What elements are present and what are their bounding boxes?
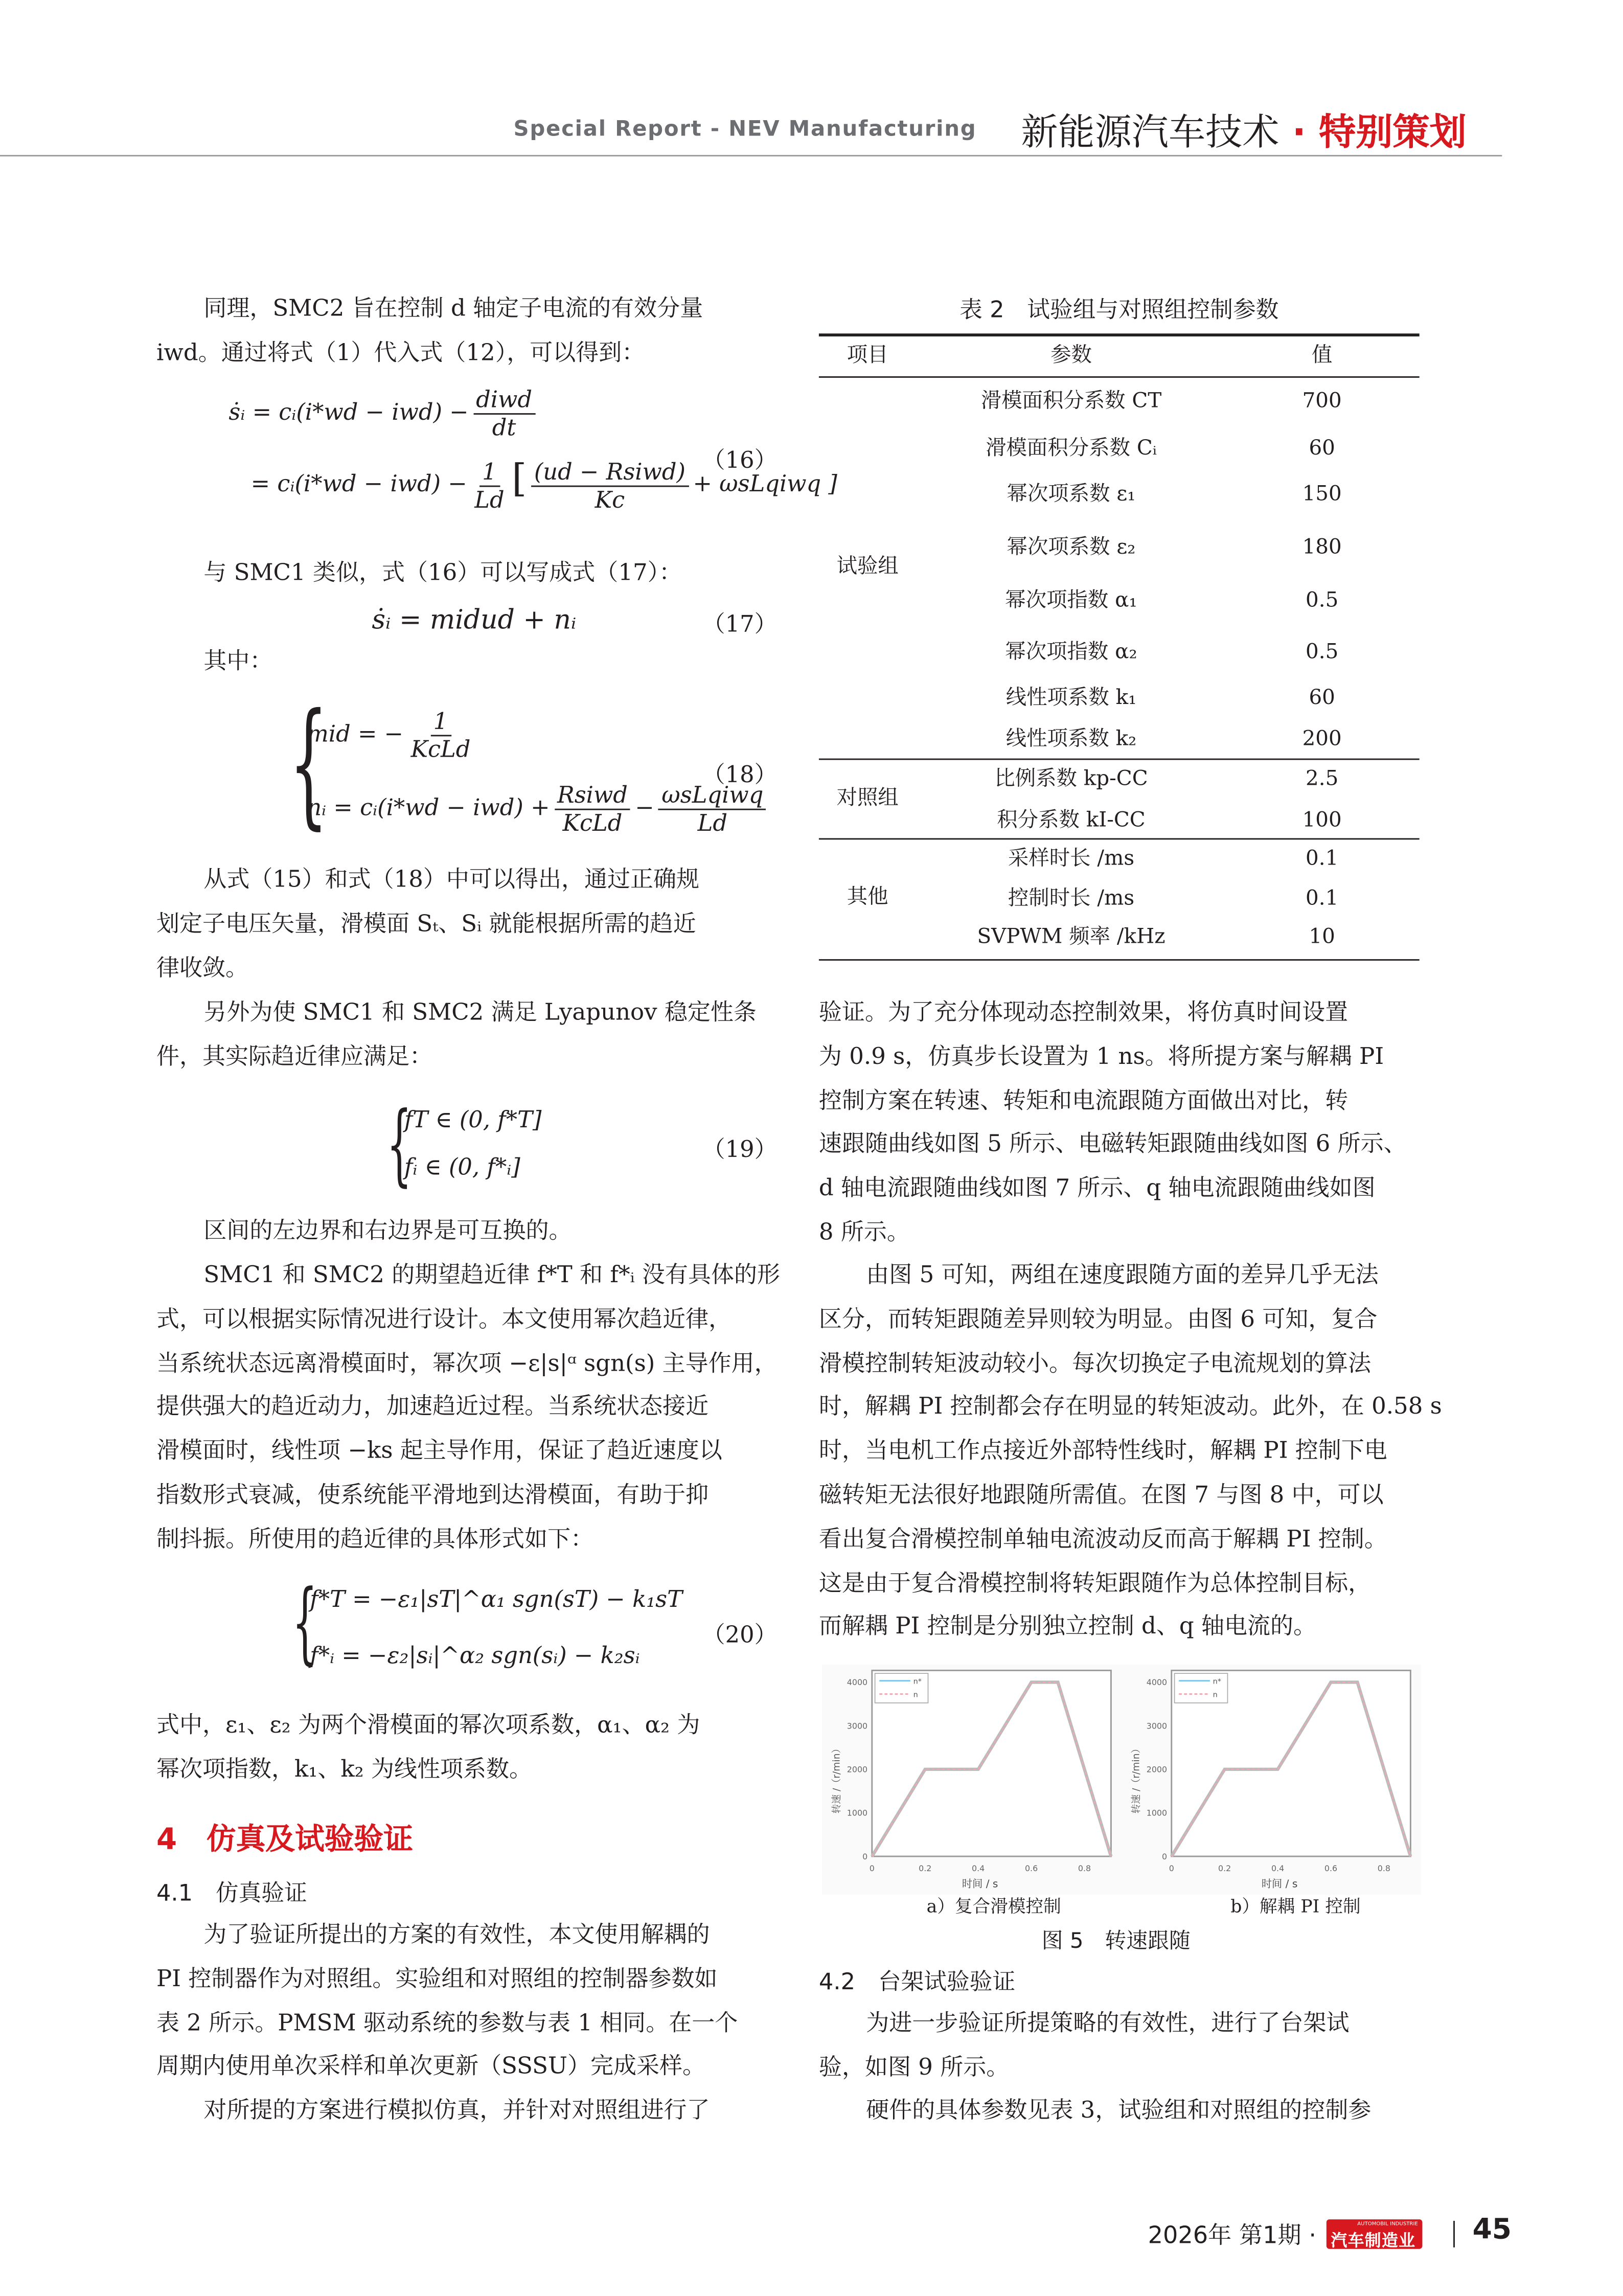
header-title <box>1021 103 1467 156</box>
table-cell-value: 0.5 <box>1306 588 1339 612</box>
table-cell-value: 180 <box>1302 535 1342 559</box>
section-heading-4: 4 仿真及试验验证 <box>156 1821 413 1857</box>
text-line: 滑模面时，线性项 −ks 起主导作用，保证了趋近速度以 <box>156 1437 722 1464</box>
text-line: 滑模控制转矩波动较小。每次切换定子电流规划的算法 <box>818 1349 1371 1376</box>
text-line: 看出复合滑模控制单轴电流波动反而高于解耦 PI 控制。 <box>818 1525 1387 1552</box>
numerator: Rsiwd <box>554 782 630 810</box>
table-cell-param: 采样时长 /ms <box>1008 847 1135 871</box>
page-number: 45 <box>1472 2213 1512 2246</box>
numerator: ωsLqiwq <box>659 782 767 810</box>
x-axis-label: 时间 / s <box>1261 1877 1298 1890</box>
legend-label: n* <box>1213 1677 1221 1686</box>
x-axis-label: 时间 / s <box>962 1877 998 1890</box>
text-line: 式，可以根据实际情况进行设计。本文使用幂次趋近律， <box>156 1305 732 1332</box>
text-line: 从式（15）和式（18）中可以得出，通过正确规 <box>203 866 700 893</box>
table-cell-value: 60 <box>1309 437 1335 461</box>
header-title-cn: 新能源汽车技术 <box>1021 110 1279 154</box>
table-cell-param: SVPWM 频率 /kHz <box>977 925 1165 949</box>
table-title: 表 2 试验组与对照组控制参数 <box>959 297 1279 324</box>
y-tick-label: 3000 <box>847 1721 868 1731</box>
text-line: 时，当电机工作点接近外部特性线时，解耦 PI 控制下电 <box>818 1437 1387 1464</box>
equation-number: （19） <box>702 1136 778 1163</box>
figure-caption-b: b）解耦 PI 控制 <box>1230 1896 1361 1917</box>
brace-icon: { <box>289 685 328 843</box>
x-tick-label: 0 <box>1169 1863 1174 1873</box>
table-cell-value: 0.1 <box>1306 847 1339 871</box>
table-cell-value: 700 <box>1302 389 1342 414</box>
text-line: 当系统状态远离滑模面时，幂次项 −ε|s|ᵅ sgn(s) 主导作用， <box>156 1349 778 1376</box>
numerator: diwd <box>473 387 535 415</box>
table-cell-value: 200 <box>1302 727 1342 752</box>
denominator: KcLd <box>562 810 623 837</box>
y-tick-label: 0 <box>1162 1851 1168 1861</box>
denominator: Ld <box>474 486 505 513</box>
y-tick-label: 0 <box>862 1851 868 1861</box>
equation-20-line-1: f*T = −ε₁|sT|^α₁ sgn(sT) − k₁sT <box>310 1586 682 1613</box>
table-cell-value: 10 <box>1309 925 1335 949</box>
eq-text: − <box>635 794 654 822</box>
text-line: 磁转矩无法很好地跟随所需值。在图 7 与图 8 中，可以 <box>818 1481 1384 1508</box>
table-cell-param: 线性项系数 k₂ <box>1005 727 1137 752</box>
text-line: 速跟随曲线如图 5 所示、电磁转矩跟随曲线如图 6 所示、 <box>818 1131 1407 1158</box>
table-cell-value: 0.1 <box>1306 886 1339 911</box>
denominator: Kc <box>595 486 625 513</box>
fraction <box>531 458 689 513</box>
denominator: KcLd <box>410 736 471 763</box>
text-line: 区分，而转矩跟随差异则较为明显。由图 6 可知，复合 <box>818 1305 1378 1332</box>
equation-number: （18） <box>702 761 778 788</box>
table-group-rule <box>819 759 1420 760</box>
table-cell-param: 线性项系数 k₁ <box>1005 686 1137 710</box>
x-tick-label: 0.2 <box>919 1863 932 1873</box>
table-header-value: 值 <box>1311 344 1333 368</box>
text-line: 控制方案在转速、转矩和电流跟随方面做出对比，转 <box>818 1087 1348 1114</box>
text-line: 表 2 所示。PMSM 驱动系统的参数与表 1 相同。在一个 <box>156 2009 738 2036</box>
text-line: 对所提的方案进行模拟仿真，并针对对照组进行了 <box>203 2097 710 2124</box>
subsection-heading-4-2: 4.2 台架试验验证 <box>818 1968 1016 1995</box>
table-cell-param: 幂次项系数 ε₁ <box>1007 482 1136 507</box>
table-cell-param: 幂次项指数 α₂ <box>1005 640 1137 664</box>
text-line: 8 所示。 <box>818 1219 910 1246</box>
equation-number: （20） <box>702 1622 778 1649</box>
table-cell-param: 滑模面积分系数 Cᵢ <box>986 437 1157 461</box>
text-line: 区间的左边界和右边界是可互换的。 <box>203 1217 572 1244</box>
eq-text: nᵢ = cᵢ(i*wd − iwd) + <box>307 794 550 822</box>
legend-label: n <box>913 1691 918 1699</box>
eq-bracket: [ <box>512 457 527 502</box>
numerator: (ud − Rsiwd) <box>531 458 689 486</box>
text-line: 另外为使 SMC1 和 SMC2 满足 Lyapunov 稳定性条 <box>203 999 757 1026</box>
x-tick-label: 0.4 <box>1271 1863 1285 1873</box>
y-tick-label: 1000 <box>1146 1808 1168 1818</box>
text-line: 其中： <box>203 648 273 675</box>
x-tick-label: 0 <box>869 1863 875 1873</box>
header-dot: · <box>1279 110 1319 154</box>
table-group-rule <box>819 838 1420 839</box>
table-cell-param: 幂次项指数 α₁ <box>1005 588 1137 612</box>
text-line: iwd。通过将式（1）代入式（12），可以得到： <box>156 339 645 366</box>
numerator: 1 <box>430 708 451 736</box>
eq-text: + ωsLqiwq ] <box>693 470 837 497</box>
table-bottom-rule <box>819 959 1420 961</box>
text-line: 而解耦 PI 控制是分别独立控制 d、q 轴电流的。 <box>818 1613 1317 1640</box>
x-tick-label: 0.4 <box>972 1863 985 1873</box>
y-tick-label: 4000 <box>847 1677 868 1688</box>
header-divider <box>0 155 1502 156</box>
fraction <box>408 708 473 763</box>
logo-en: AUTOMOBIL INDUSTRIE <box>1357 2220 1418 2227</box>
text-line: 为了验证所提出的方案的有效性，本文使用解耦的 <box>203 1921 710 1948</box>
y-tick-label: 3000 <box>1146 1721 1168 1731</box>
table-cell-param: 滑模面积分系数 CT <box>980 389 1162 414</box>
x-tick-label: 0.6 <box>1324 1863 1338 1873</box>
equation-20-line-2: f*ᵢ = −ε₂|sᵢ|^α₂ sgn(sᵢ) − k₂sᵢ <box>310 1642 640 1669</box>
table-group-label: 试验组 <box>836 555 899 579</box>
equation-16-line-1 <box>228 387 539 441</box>
text-line: 制抖振。所使用的趋近律的具体形式如下： <box>156 1525 594 1552</box>
denominator: dt <box>492 415 516 442</box>
footer-divider <box>1453 2221 1455 2247</box>
table-top-rule <box>819 333 1420 336</box>
text-line: 为 0.9 s，仿真步长设置为 1 ns。将所提方案与解耦 PI <box>818 1043 1384 1070</box>
header-section-en: Special Report - NEV Manufacturing <box>513 118 977 142</box>
y-axis-label: 转速 /（r/min） <box>1131 1743 1142 1814</box>
legend-label: n* <box>913 1677 922 1686</box>
fraction <box>472 458 508 513</box>
x-tick-label: 0.6 <box>1024 1863 1038 1873</box>
text-line: 为进一步验证所提策略的有效性，进行了台架试 <box>866 2010 1350 2037</box>
y-axis-label: 转速 /（r/min） <box>831 1743 842 1814</box>
table-header-item: 项目 <box>847 344 888 368</box>
text-line: 验证。为了充分体现动态控制效果，将仿真时间设置 <box>818 999 1348 1026</box>
denominator: Ld <box>697 810 728 837</box>
figure-title: 图 5 转速跟随 <box>1041 1930 1191 1954</box>
text-line: 律收敛。 <box>156 954 249 981</box>
text-line: 同理，SMC2 旨在控制 d 轴定子电流的有效分量 <box>203 295 703 322</box>
text-line: 提供强大的趋近动力，加速趋近过程。当系统状态接近 <box>156 1393 709 1420</box>
footer-issue: 2026年 第1期 · <box>1148 2220 1317 2249</box>
x-tick-label: 0.2 <box>1218 1863 1231 1873</box>
text-line: 验，如图 9 所示。 <box>818 2054 1010 2081</box>
eq-text: ṡᵢ = cᵢ(i*wd − iwd) − <box>228 399 469 426</box>
x-tick-label: 0.8 <box>1078 1863 1091 1873</box>
equation-19-line-2: fᵢ ∈ (0, f*ᵢ] <box>404 1154 520 1181</box>
eq-text: mid = − <box>307 720 404 747</box>
text-line: 周期内使用单次采样和单次更新（SSSU）完成采样。 <box>156 2053 706 2080</box>
text-line: 划定子电压矢量，滑模面 Sₜ、Sᵢ 就能根据所需的趋近 <box>156 910 696 937</box>
brace-icon: { <box>292 1571 318 1675</box>
table-cell-param: 控制时长 /ms <box>1008 886 1135 911</box>
text-line: 由图 5 可知，两组在速度跟随方面的差异几乎无法 <box>866 1261 1379 1288</box>
figure-5-charts <box>819 1665 1424 1901</box>
table-cell-value: 2.5 <box>1306 767 1339 791</box>
x-tick-label: 0.8 <box>1377 1863 1391 1873</box>
subsection-heading-4-1: 4.1 仿真验证 <box>156 1880 307 1907</box>
equation-number: （16） <box>702 447 778 474</box>
equation-18-line-2 <box>307 782 770 837</box>
header-title-red: 特别策划 <box>1319 110 1467 154</box>
table-cell-value: 150 <box>1302 482 1342 507</box>
figure-caption-a: a）复合滑模控制 <box>926 1896 1061 1917</box>
text-line: 时，解耦 PI 控制都会存在明显的转矩波动。此外，在 0.58 s <box>818 1393 1442 1420</box>
table-cell-param: 幂次项系数 ε₂ <box>1007 535 1136 559</box>
magazine-logo <box>1327 2219 1423 2249</box>
logo-cn: 汽车制造业 <box>1331 2231 1416 2250</box>
equation-17: ṡᵢ = midud + nᵢ <box>372 605 577 636</box>
text-line: 幂次项指数，k₁、k₂ 为线性项系数。 <box>156 1756 533 1783</box>
table-group-label: 其他 <box>847 885 888 909</box>
text-line: 式中，ε₁、ε₂ 为两个滑模面的幂次项系数，α₁、α₂ 为 <box>156 1712 700 1739</box>
text-line: 这是由于复合滑模控制将转矩跟随作为总体控制目标， <box>818 1569 1371 1596</box>
table-cell-param: 积分系数 kI-CC <box>997 808 1146 832</box>
text-line: PI 控制器作为对照组。实验组和对照组的控制器参数如 <box>156 1965 718 1992</box>
table-header-param: 参数 <box>1050 344 1092 368</box>
table-group-label: 对照组 <box>836 786 899 810</box>
equation-number: （17） <box>702 610 778 638</box>
numerator: 1 <box>479 458 499 486</box>
brace-icon: { <box>386 1093 412 1197</box>
text-line: 指数形式衰减，使系统能平滑地到达滑模面，有助于抑 <box>156 1481 709 1508</box>
equation-19-line-1: fT ∈ (0, f*T] <box>404 1106 542 1133</box>
fraction <box>554 782 630 837</box>
y-tick-label: 2000 <box>847 1764 868 1775</box>
text-line: 硬件的具体参数见表 3，试验组和对照组的控制参 <box>866 2097 1371 2124</box>
table-cell-value: 100 <box>1302 808 1342 832</box>
table-cell-value: 60 <box>1309 686 1335 710</box>
text-line: SMC1 和 SMC2 的期望趋近律 f*T 和 f*ᵢ 没有具体的形 <box>203 1261 781 1288</box>
eq-text: = cᵢ(i*wd − iwd) − <box>250 470 467 497</box>
legend-label: n <box>1213 1691 1218 1699</box>
y-tick-label: 1000 <box>847 1808 868 1818</box>
fraction <box>473 387 535 441</box>
text-line: 与 SMC1 类似，式（16）可以写成式（17）： <box>203 559 682 586</box>
y-tick-label: 2000 <box>1146 1764 1168 1775</box>
fraction <box>659 782 767 837</box>
text-line: 件，其实际趋近律应满足： <box>156 1043 433 1070</box>
text-line: d 轴电流跟随曲线如图 7 所示、q 轴电流跟随曲线如图 <box>818 1175 1376 1202</box>
equation-18-line-1 <box>307 708 478 763</box>
table-cell-param: 比例系数 kp-CC <box>994 767 1148 791</box>
y-tick-label: 4000 <box>1146 1677 1168 1688</box>
table-header-rule <box>819 376 1420 378</box>
table-cell-value: 0.5 <box>1306 640 1339 664</box>
